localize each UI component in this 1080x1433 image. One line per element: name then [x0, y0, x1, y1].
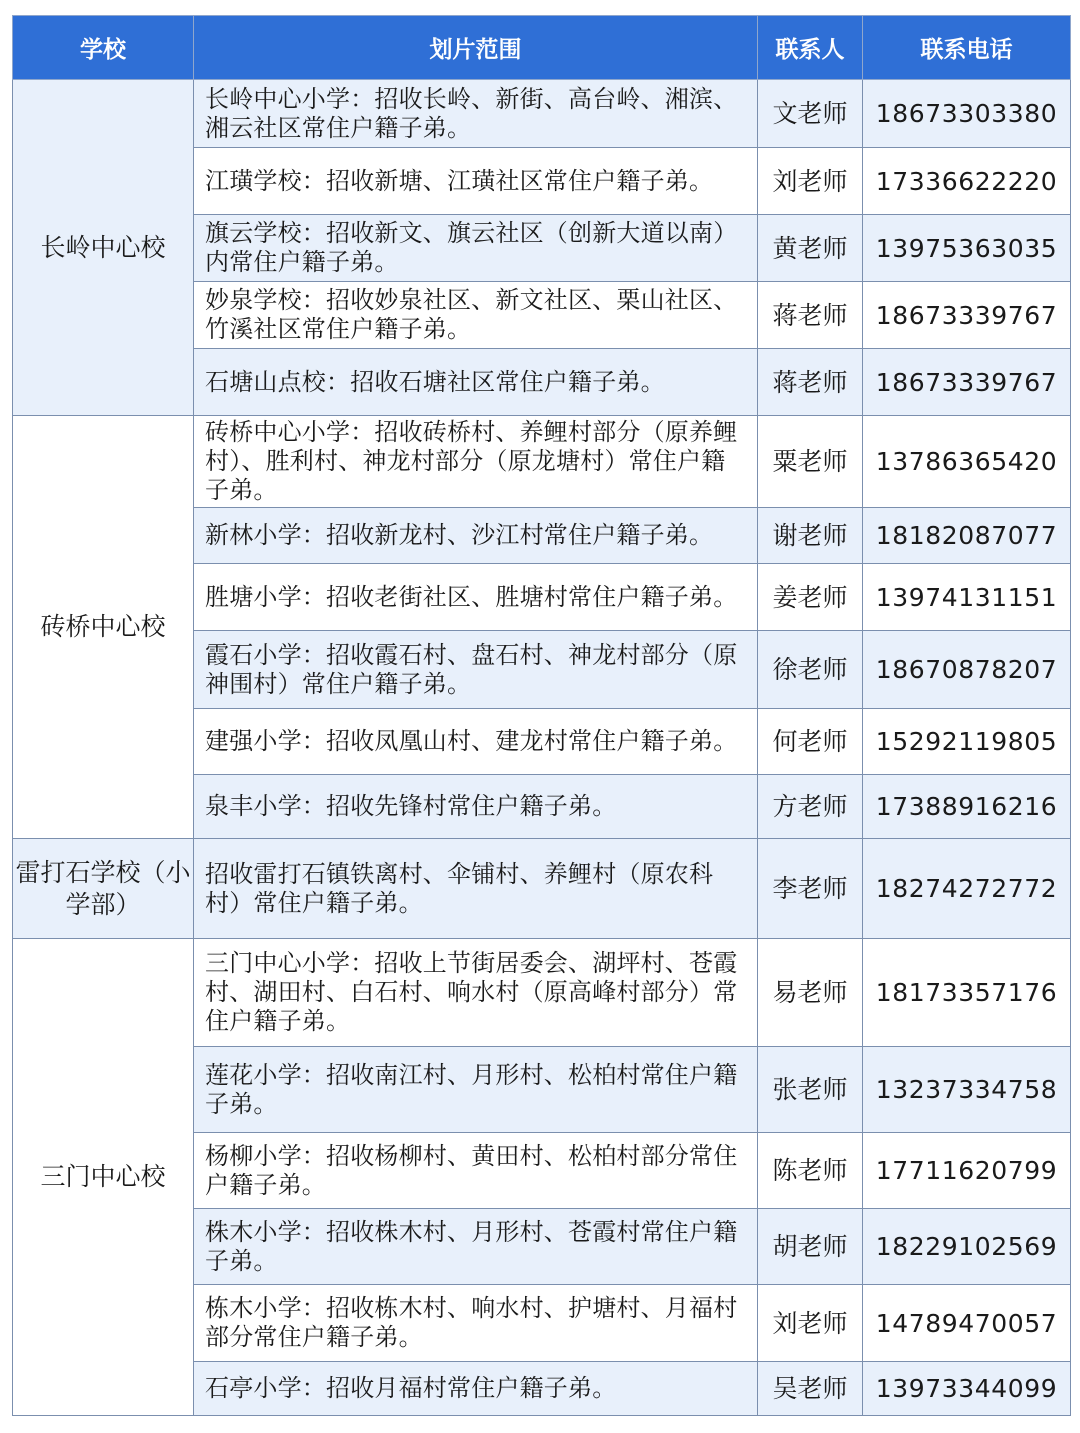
- header-scope: 划片范围: [194, 16, 758, 80]
- contact-cell: 方老师: [758, 775, 863, 839]
- phone-cell: 18229102569: [863, 1209, 1071, 1285]
- scope-cell: 招收雷打石镇铁离村、伞铺村、养鲤村（原农科村）常住户籍子弟。: [194, 839, 758, 939]
- scope-cell: 长岭中心小学：招收长岭、新街、高台岭、湘滨、湘云社区常住户籍子弟。: [194, 80, 758, 148]
- header-contact: 联系人: [758, 16, 863, 80]
- phone-cell: 13237334758: [863, 1047, 1071, 1133]
- phone-cell: 13973344099: [863, 1362, 1071, 1416]
- scope-cell: 石塘山点校：招收石塘社区常住户籍子弟。: [194, 349, 758, 416]
- scope-cell: 泉丰小学：招收先锋村常住户籍子弟。: [194, 775, 758, 839]
- contact-cell: 刘老师: [758, 1285, 863, 1362]
- school-name-cell: 长岭中心校: [13, 80, 194, 416]
- phone-cell: 14789470057: [863, 1285, 1071, 1362]
- header-school: 学校: [13, 16, 194, 80]
- phone-cell: 18673339767: [863, 349, 1071, 416]
- phone-cell: 13786365420: [863, 416, 1071, 508]
- phone-cell: 18182087077: [863, 508, 1071, 564]
- phone-cell: 17388916216: [863, 775, 1071, 839]
- header-row: [13, 16, 1071, 80]
- contact-cell: 吴老师: [758, 1362, 863, 1416]
- contact-cell: 粟老师: [758, 416, 863, 508]
- table-row: [13, 939, 1071, 1047]
- scope-cell: 砖桥中心小学：招收砖桥村、养鲤村部分（原养鲤村）、胜利村、神龙村部分（原龙塘村）常住户籍子弟。: [194, 416, 758, 508]
- contact-cell: 易老师: [758, 939, 863, 1047]
- scope-cell: 新林小学：招收新龙村、沙江村常住户籍子弟。: [194, 508, 758, 564]
- phone-cell: 18670878207: [863, 631, 1071, 709]
- contact-cell: 刘老师: [758, 148, 863, 215]
- contact-cell: 文老师: [758, 80, 863, 148]
- scope-cell: 莲花小学：招收南江村、月形村、松柏村常住户籍子弟。: [194, 1047, 758, 1133]
- scope-cell: 霞石小学：招收霞石村、盘石村、神龙村部分（原神围村）常住户籍子弟。: [194, 631, 758, 709]
- contact-cell: 张老师: [758, 1047, 863, 1133]
- contact-cell: 谢老师: [758, 508, 863, 564]
- school-district-table: [12, 15, 1071, 1416]
- table-row: [13, 416, 1071, 508]
- table-row: [13, 80, 1071, 148]
- scope-cell: 妙泉学校：招收妙泉社区、新文社区、栗山社区、竹溪社区常住户籍子弟。: [194, 282, 758, 349]
- scope-cell: 胜塘小学：招收老街社区、胜塘村常住户籍子弟。: [194, 564, 758, 631]
- scope-cell: 株木小学：招收株木村、月形村、苍霞村常住户籍子弟。: [194, 1209, 758, 1285]
- phone-cell: 18173357176: [863, 939, 1071, 1047]
- scope-cell: 江璜学校：招收新塘、江璜社区常住户籍子弟。: [194, 148, 758, 215]
- school-name-cell: 三门中心校: [13, 939, 194, 1416]
- scope-cell: 杨柳小学：招收杨柳村、黄田村、松柏村部分常住户籍子弟。: [194, 1133, 758, 1209]
- contact-cell: 李老师: [758, 839, 863, 939]
- contact-cell: 黄老师: [758, 215, 863, 282]
- scope-cell: 栋木小学：招收栋木村、响水村、护塘村、月福村部分常住户籍子弟。: [194, 1285, 758, 1362]
- scope-cell: 旗云学校：招收新文、旗云社区（创新大道以南）内常住户籍子弟。: [194, 215, 758, 282]
- contact-cell: 徐老师: [758, 631, 863, 709]
- scope-cell: 石亭小学：招收月福村常住户籍子弟。: [194, 1362, 758, 1416]
- header-phone: 联系电话: [863, 16, 1071, 80]
- scope-cell: 建强小学：招收凤凰山村、建龙村常住户籍子弟。: [194, 709, 758, 775]
- phone-cell: 18673339767: [863, 282, 1071, 349]
- school-name-cell: 砖桥中心校: [13, 416, 194, 839]
- contact-cell: 陈老师: [758, 1133, 863, 1209]
- scope-cell: 三门中心小学：招收上节街居委会、湖坪村、苍霞村、湖田村、白石村、响水村（原高峰村部分）常住户籍子弟。: [194, 939, 758, 1047]
- contact-cell: 蒋老师: [758, 282, 863, 349]
- phone-cell: 13974131151: [863, 564, 1071, 631]
- phone-cell: 13975363035: [863, 215, 1071, 282]
- phone-cell: 18673303380: [863, 80, 1071, 148]
- phone-cell: 15292119805: [863, 709, 1071, 775]
- phone-cell: 17336622220: [863, 148, 1071, 215]
- phone-cell: 17711620799: [863, 1133, 1071, 1209]
- contact-cell: 姜老师: [758, 564, 863, 631]
- contact-cell: 蒋老师: [758, 349, 863, 416]
- phone-cell: 18274272772: [863, 839, 1071, 939]
- contact-cell: 何老师: [758, 709, 863, 775]
- contact-cell: 胡老师: [758, 1209, 863, 1285]
- school-name-cell: 雷打石学校（小学部）: [13, 839, 194, 939]
- table-row: [13, 839, 1071, 939]
